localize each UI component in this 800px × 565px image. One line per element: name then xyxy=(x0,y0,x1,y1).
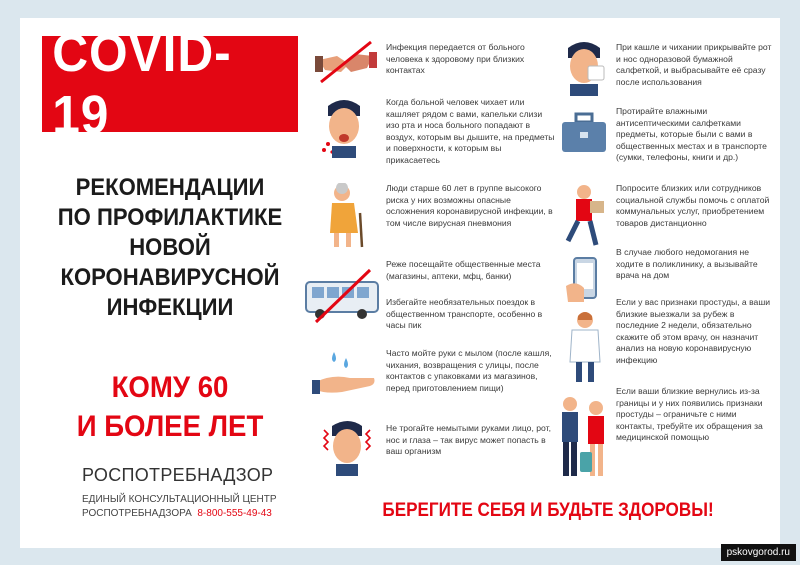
info-text: Если ваши близкие вернулись из-за границы и у них появились признаки простуды – ограничьте с ними контакты, требуйте их обращения за медицинской помощью xyxy=(616,386,763,443)
briefcase-icon xyxy=(560,110,608,154)
recommendations-heading xyxy=(30,173,310,323)
covid-banner xyxy=(42,23,298,145)
info-text: Не трогайте немытыми руками лицо, рот, нос и глаза – так вирус может попасть в ваш организм xyxy=(386,423,551,457)
info-text: Протирайте влажными антисептическими салфетками предметы, которые были с вами в общественных местах и в транспорте (сумки, телефоны, книги и др.) xyxy=(616,106,767,163)
elderly-woman-icon xyxy=(322,183,368,249)
sneezing-man-icon xyxy=(318,96,370,158)
hotline-line: РОСПОТРЕБНАДЗОРА 8-800-555-49-43 xyxy=(82,508,272,519)
info-text: Люди старше 60 лет в группе высокого риска у них возможны опасные осложнения коронавирусной инфекции, в том числе вирусная пневмония xyxy=(386,183,553,228)
heading-line: РЕКОМЕНДАЦИИ xyxy=(75,174,265,201)
hotline-line: ЕДИНЫЙ КОНСУЛЬТАЦИОННЫЙ ЦЕНТР xyxy=(82,494,277,505)
itchy-face-icon xyxy=(320,416,374,476)
info-text: Когда больной человек чихает или кашляет рядом с вами, капельки слизи изо рта и носа больного попадают в воздух, которым вы дышите, на предметы и поверхности, к которым вы прикасаетесь xyxy=(386,97,555,165)
info-text: Если у вас признаки простуды, а ваши близкие выезжали за рубеж в последние 2 недели, обязательно скажите об этом врачу, он назначит анализ на новую коронавирусную инфекцию xyxy=(616,297,771,365)
info-text: Избегайте необязательных поездок в общественном транспорте, особенно в часы пик xyxy=(386,297,543,331)
washing-hand-icon xyxy=(312,348,378,398)
info-text: В случае любого недомогания не ходите в поликлинику, а вызывайте врача на дом xyxy=(616,247,758,281)
doctor-icon xyxy=(560,310,610,384)
heading-line: ИНФЕКЦИИ xyxy=(106,294,234,321)
audience-line: И БОЛЕЕ ЛЕТ xyxy=(76,410,264,443)
info-text: При кашле и чихании прикрывайте рот и нос одноразовой бумажной салфеткой, и выбрасывайте её сразу после использования xyxy=(616,42,772,87)
heading-line: ПО ПРОФИЛАКТИКЕ xyxy=(57,204,283,231)
bus-crossed-icon xyxy=(302,268,382,324)
hotline-phone: 8-800-555-49-43 xyxy=(197,508,272,519)
heading-line: НОВОЙ xyxy=(129,234,211,261)
poster xyxy=(20,18,780,548)
info-text: Часто мойте руки с мылом (после кашля, чихания, возвращения с улицы, после контактов с упаковками из магазинов, перед приготовлением пищи) xyxy=(386,348,552,393)
handshake-crossed-icon xyxy=(315,38,377,86)
heading-line: КОРОНАВИРУСНОЙ xyxy=(60,264,280,291)
audience-line: КОМУ 60 xyxy=(111,371,229,404)
phone-call-icon xyxy=(566,256,606,302)
slogan: БЕРЕГИТЕ СЕБЯ И БУДЬТЕ ЗДОРОВЫ! xyxy=(382,500,715,521)
delivery-courier-icon xyxy=(556,183,612,249)
banner-title: COVID-19 xyxy=(52,23,232,145)
hotline-info xyxy=(82,493,277,521)
info-text: Инфекция передается от больного человека к здоровому при близких контактах xyxy=(386,42,525,76)
info-text: Реже посещайте общественные места (магазины, аптеки, мфц, банки) xyxy=(386,259,541,281)
family-luggage-icon xyxy=(550,396,620,482)
cough-tissue-icon xyxy=(558,38,614,96)
audience-heading xyxy=(30,368,310,446)
source-watermark: pskovgorod.ru xyxy=(721,544,796,561)
org-name: РОСПОТРЕБНАДЗОР xyxy=(82,465,274,485)
info-text: Попросите близких или сотрудников социальной службы помочь с оплатой коммунальных услуг, приобретением товаров дистанционно xyxy=(616,183,770,228)
